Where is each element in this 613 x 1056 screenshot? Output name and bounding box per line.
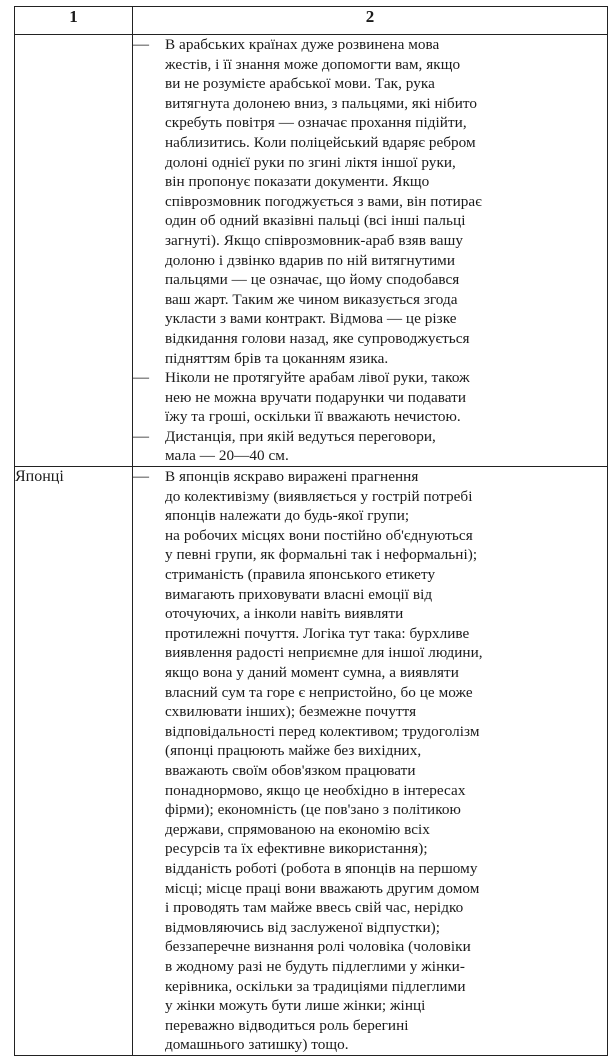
text-line: жестів, і її знання може допомогти вам, якщо xyxy=(165,55,461,73)
table-row xyxy=(15,35,608,467)
text-line: відкидання голови назад, яке супроводжується xyxy=(165,329,470,347)
text-line: долоні однієї руки по згині ліктя іншої руки, xyxy=(165,153,456,171)
text-line: японців належати до будь-якої групи; xyxy=(165,507,410,525)
list-item xyxy=(133,467,607,1055)
text-line: укласти з вами контракт. Відмова — це різке xyxy=(165,310,457,328)
item-text xyxy=(165,368,607,427)
text-line: ваш жарт. Таким же чином виказується згода xyxy=(165,290,458,308)
text-line: переважно відводиться роль берегині xyxy=(165,1016,409,1034)
dash-marker: — xyxy=(133,369,149,387)
text-line: ви не розумієте арабської мови. Так, рука xyxy=(165,75,435,93)
text-line: він пропонує показати документи. Якщо xyxy=(165,173,430,191)
text-line: вимагають приховувати власні емоції від xyxy=(165,585,433,603)
text-line: домашнього затишку) тощо. xyxy=(165,1036,349,1054)
text-line: протилежні почуття. Логіка тут така: бурхливе xyxy=(165,624,470,642)
text-line: (японці працюють майже без вихідних, xyxy=(165,742,422,760)
text-line: витягнута долонею вниз, з пальцями, які нібито xyxy=(165,94,478,112)
text-line: у певні групи, як формальні так і неформальні); xyxy=(165,546,478,564)
text-line: схвилювати інших); безмежне почуття xyxy=(165,703,417,721)
row-label xyxy=(15,35,133,467)
text-line: понаднормово, якщо це необхідно в інтересах xyxy=(165,781,466,799)
text-line: місці; місце праці вони вважають другим домом xyxy=(165,879,480,897)
column-header-1: 1 xyxy=(15,7,133,35)
text-line: один об одний вказівні пальці (всі інші пальці xyxy=(165,212,466,230)
text-line: стриманість (правила японського етикету xyxy=(165,566,436,584)
text-line: відмовляючись від заслуженої відпустки); xyxy=(165,918,440,936)
dash-marker: — xyxy=(133,427,149,445)
text-line: співрозмовник погоджується з вами, він потирає xyxy=(165,192,482,210)
text-line: В японців яскраво виражені прагнення xyxy=(165,468,419,486)
text-line: нею не можна вручати подарунки чи подавати xyxy=(165,388,467,406)
text-line: ресурсів та їх ефективне використання); xyxy=(165,840,428,858)
dash-marker: — xyxy=(133,468,149,486)
text-line: в жодному разі не будуть підлеглими у жінки- xyxy=(165,957,465,975)
text-line: вважають своїм обов'язком працювати xyxy=(165,761,416,779)
dash-marker: — xyxy=(133,36,149,53)
column-header-2: 2 xyxy=(133,7,608,35)
text-line: Ніколи не протягуйте арабам лівої руки, також xyxy=(165,369,470,387)
table-row xyxy=(15,467,608,1056)
list-item xyxy=(133,35,607,368)
text-line: відповідальності перед колективом; трудоголізм xyxy=(165,722,480,740)
text-line: мала — 20—40 см. xyxy=(165,447,289,465)
text-line: якщо вона у даний момент сумна, а виявляти xyxy=(165,664,459,681)
text-line: загнуті). Якщо співрозмовник-араб взяв вашу xyxy=(165,231,463,249)
text-line: наблизитись. Коли поліцейський вдаряє ребром xyxy=(165,133,476,151)
text-line: підняттям брів та цоканням язика. xyxy=(165,349,389,367)
text-line: оточуючих, а інколи навіть виявляти xyxy=(165,605,404,623)
text-line: скребуть повітря — означає прохання підійти, xyxy=(165,114,467,132)
list-item xyxy=(133,368,607,427)
text-line: долоню і дзвінко вдарив по ній витягнутими xyxy=(165,251,456,269)
text-line: власний сум та горе є непристойно, бо це може xyxy=(165,683,473,701)
header-row xyxy=(15,7,608,35)
text-line: у жінки можуть бути лише жінки; жінці xyxy=(165,997,426,1015)
text-line: їжу та гроші, оскільки її вважають нечистою. xyxy=(165,408,461,426)
text-line: фірми); економність (це пов'зано з політикою xyxy=(165,801,461,819)
text-line: беззаперечне визнання ролі чоловіка (чоловіки xyxy=(165,938,471,956)
item-text xyxy=(165,467,607,1055)
text-line: до колективізму (виявляється у гострій потребі xyxy=(165,487,473,505)
text-line: на робочих місцях вони постійно об'єднуються xyxy=(165,526,473,544)
text-line: В арабських країнах дуже розвинена мова xyxy=(165,36,440,53)
text-line: Дистанція, при якій ведуться переговори, xyxy=(165,427,436,445)
text-line: пальцями — це означає, що йому сподобався xyxy=(165,271,460,289)
row-content xyxy=(133,467,608,1056)
text-line: держави, спрямованою на економію всіх xyxy=(165,820,430,838)
list-item xyxy=(133,427,607,466)
text-line: і проводять там майже ввесь свій час, нерідко xyxy=(165,899,464,917)
item-text xyxy=(165,427,607,466)
text-line: керівника, оскільки за традиціями підлеглими xyxy=(165,977,466,995)
row-label: Японці xyxy=(15,467,133,1056)
item-text xyxy=(165,35,607,368)
comparison-table xyxy=(14,6,608,1056)
text-line: відданість роботі (робота в японців на першому xyxy=(165,859,478,877)
row-content xyxy=(133,35,608,467)
text-line: виявлення радості неприємне для іншої людини, xyxy=(165,644,483,662)
